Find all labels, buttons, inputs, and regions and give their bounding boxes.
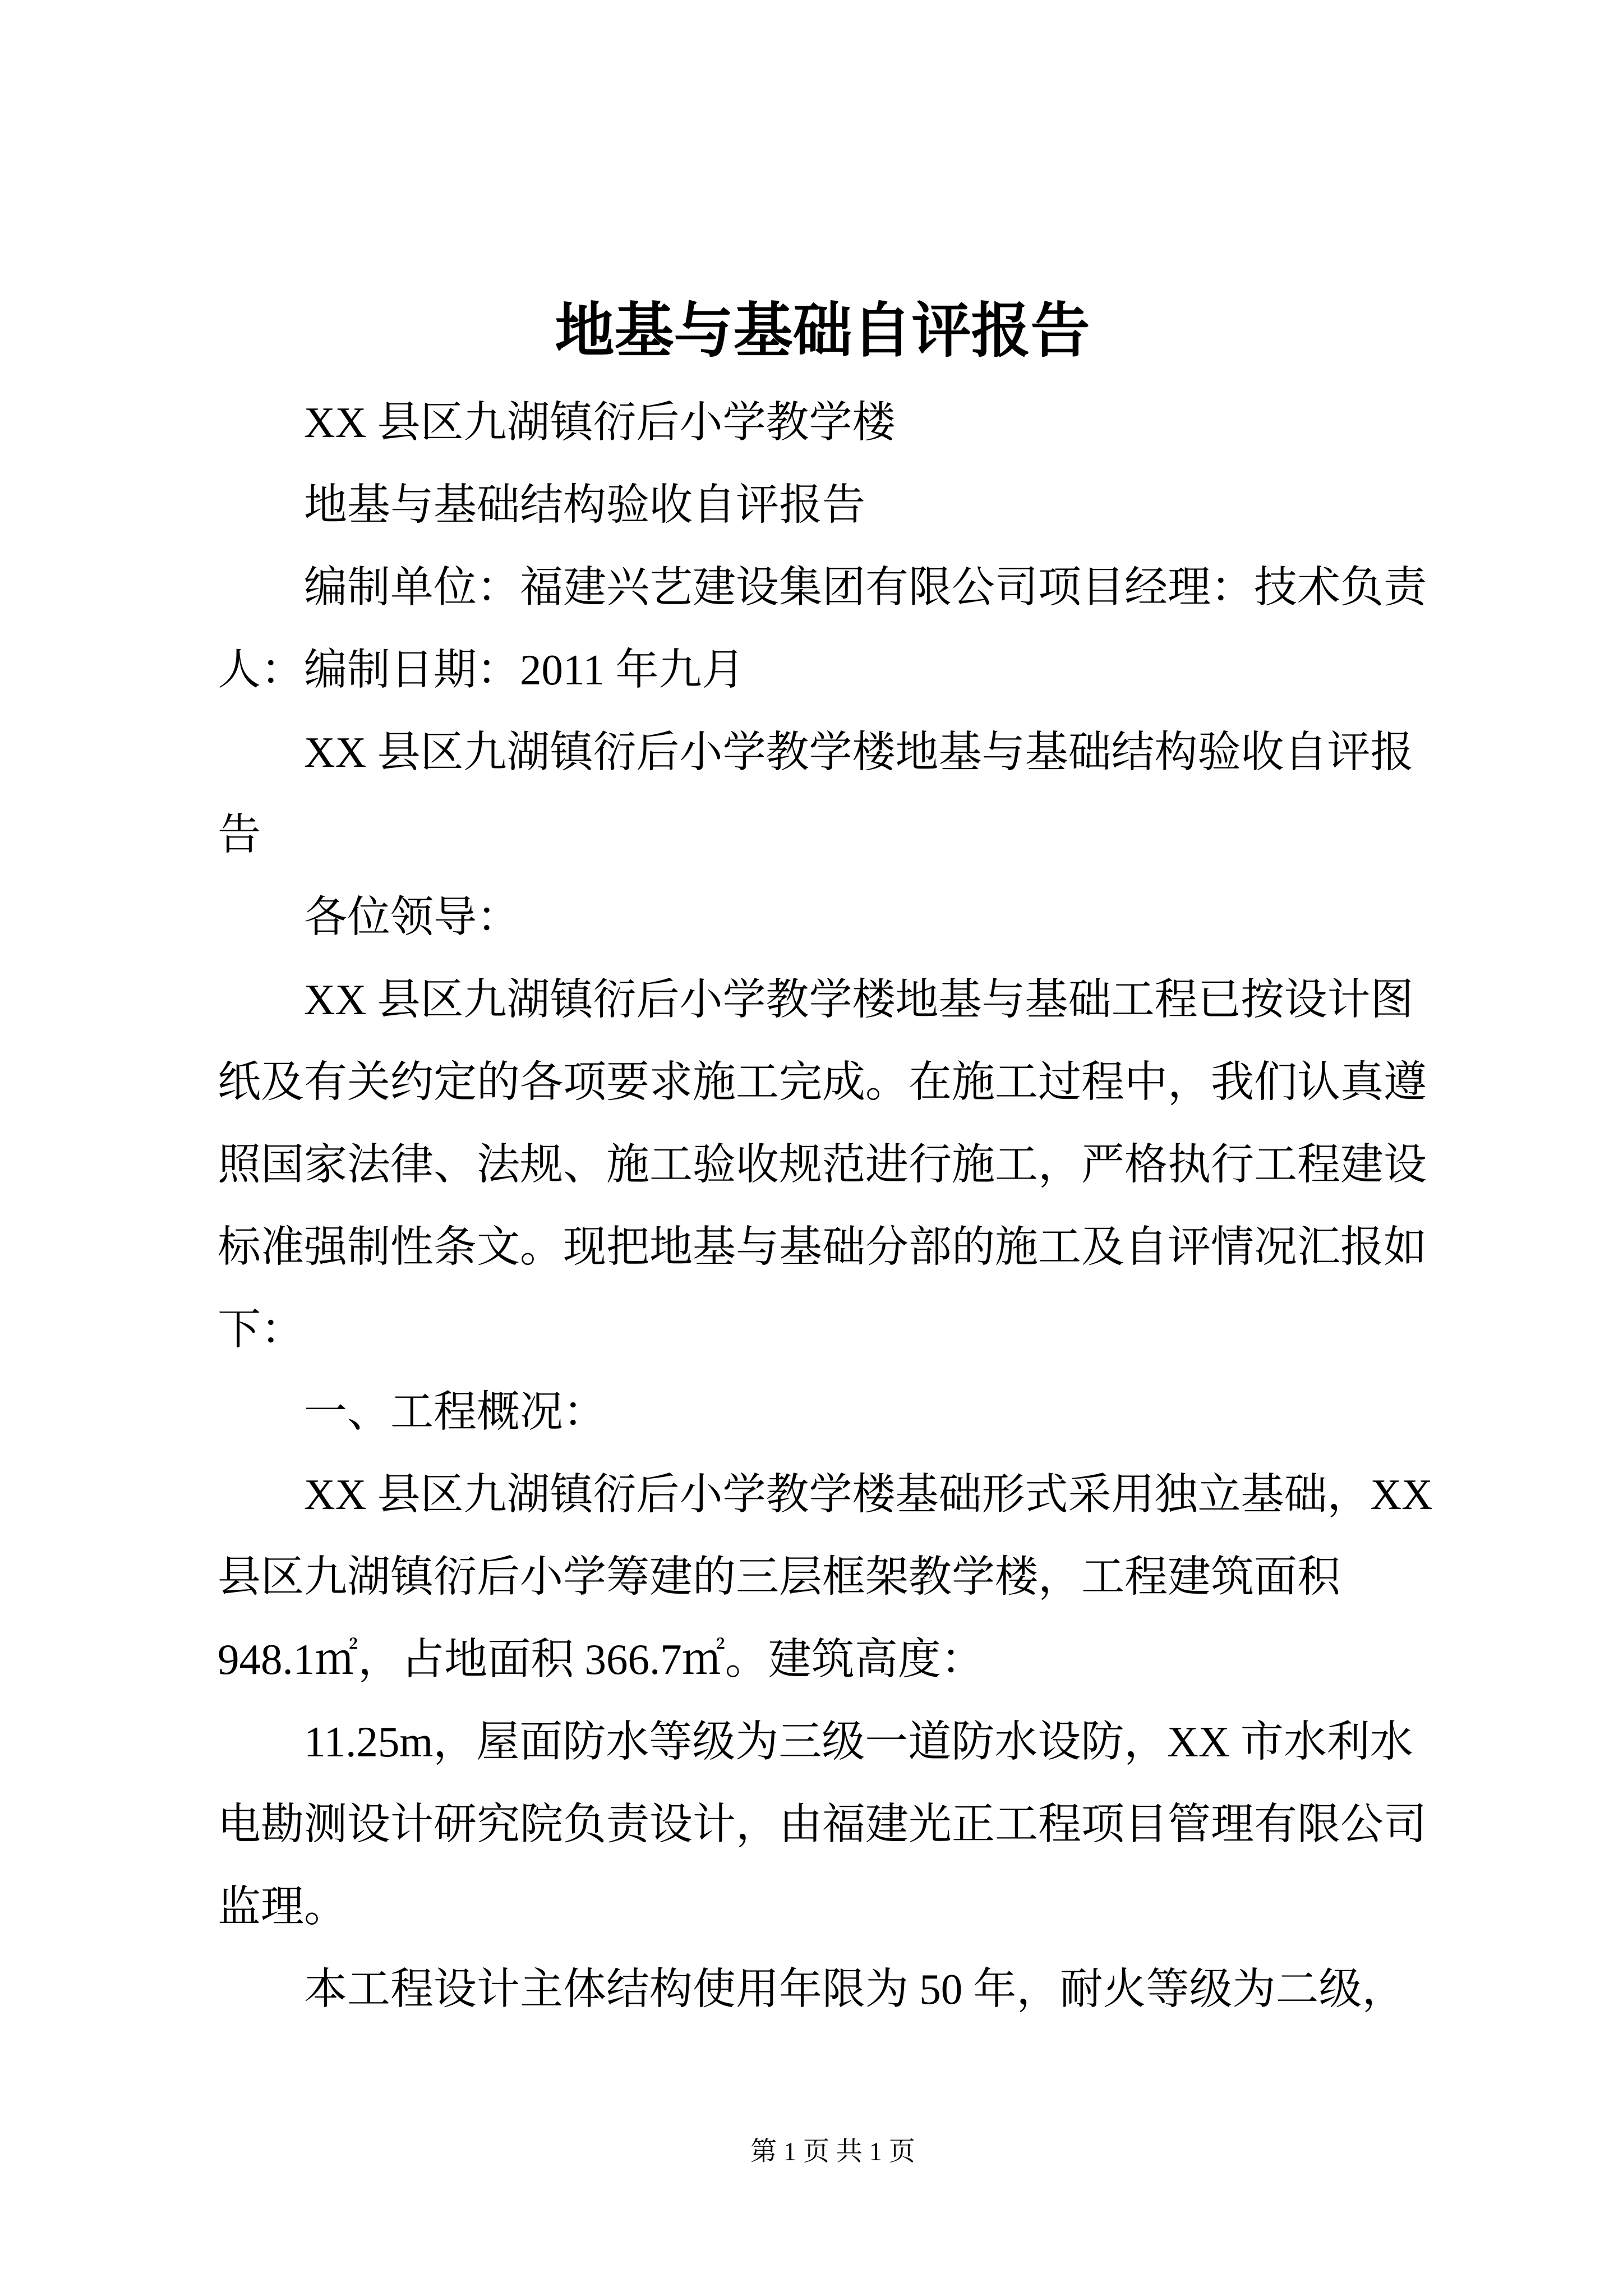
body-line: 11.25m，屋面防水等级为三级一道防水设防，XX 市水利水 bbox=[304, 1718, 1413, 1766]
paragraph-height-design bbox=[218, 1701, 1427, 1948]
paragraph-project-name bbox=[218, 381, 1427, 464]
body-line: 电勘测设计研究院负责设计，由福建光正工程项目管理有限公司 bbox=[218, 1800, 1427, 1848]
page-footer: 第 1 页 共 1 页 bbox=[750, 2137, 915, 2166]
body-line: 地基与基础结构验收自评报告 bbox=[304, 481, 865, 529]
body-line: 下： bbox=[218, 1305, 304, 1354]
section-heading-overview bbox=[218, 1371, 1427, 1453]
body-line: XX 县区九湖镇衍后小学教学楼基础形式采用独立基础，XX bbox=[304, 1470, 1433, 1519]
body-line: 纸及有关约定的各项要求施工完成。在施工过程中，我们认真遵 bbox=[218, 1058, 1427, 1106]
body-line: 县区九湖镇衍后小学筹建的三层框架教学楼，工程建筑面积 bbox=[218, 1553, 1340, 1601]
paragraph-salutation bbox=[218, 876, 1427, 959]
body-line: 标准强制性条文。现把地基与基础分部的施工及自评情况汇报如 bbox=[218, 1223, 1427, 1271]
body-line: 各位领导： bbox=[304, 893, 520, 941]
document-body bbox=[218, 381, 1433, 2031]
body-line: 监理。 bbox=[218, 1883, 347, 1931]
paragraph-report-subtitle bbox=[218, 464, 1427, 546]
body-line: 编制单位：福建兴艺建设集团有限公司项目经理：技术负责 bbox=[304, 563, 1427, 611]
document-title: 地基与基础自评报告 bbox=[555, 298, 1090, 364]
paragraph-introduction bbox=[218, 959, 1427, 1371]
body-line: 人：编制日期：2011 年九月 bbox=[218, 646, 745, 694]
body-line: XX 县区九湖镇衍后小学教学楼地基与基础结构验收自评报 bbox=[304, 728, 1414, 776]
paragraph-report-heading bbox=[218, 711, 1427, 876]
paragraph-compiler-info bbox=[218, 546, 1427, 711]
paragraph-overview bbox=[218, 1453, 1433, 1701]
body-line: 告 bbox=[218, 811, 261, 859]
body-line: 一、工程概况： bbox=[304, 1388, 606, 1436]
body-line: 照国家法律、法规、施工验收规范进行施工，严格执行工程建设 bbox=[218, 1140, 1427, 1189]
body-line: XX 县区九湖镇衍后小学教学楼 bbox=[304, 398, 896, 447]
body-line: 本工程设计主体结构使用年限为 50 年，耐火等级为二级， bbox=[304, 1965, 1405, 2013]
paragraph-service-life bbox=[218, 1948, 1427, 2031]
body-line: 948.1㎡，占地面积 366.7㎡。建筑高度： bbox=[218, 1635, 984, 1683]
body-line: XX 县区九湖镇衍后小学教学楼地基与基础工程已按设计图 bbox=[304, 976, 1414, 1024]
